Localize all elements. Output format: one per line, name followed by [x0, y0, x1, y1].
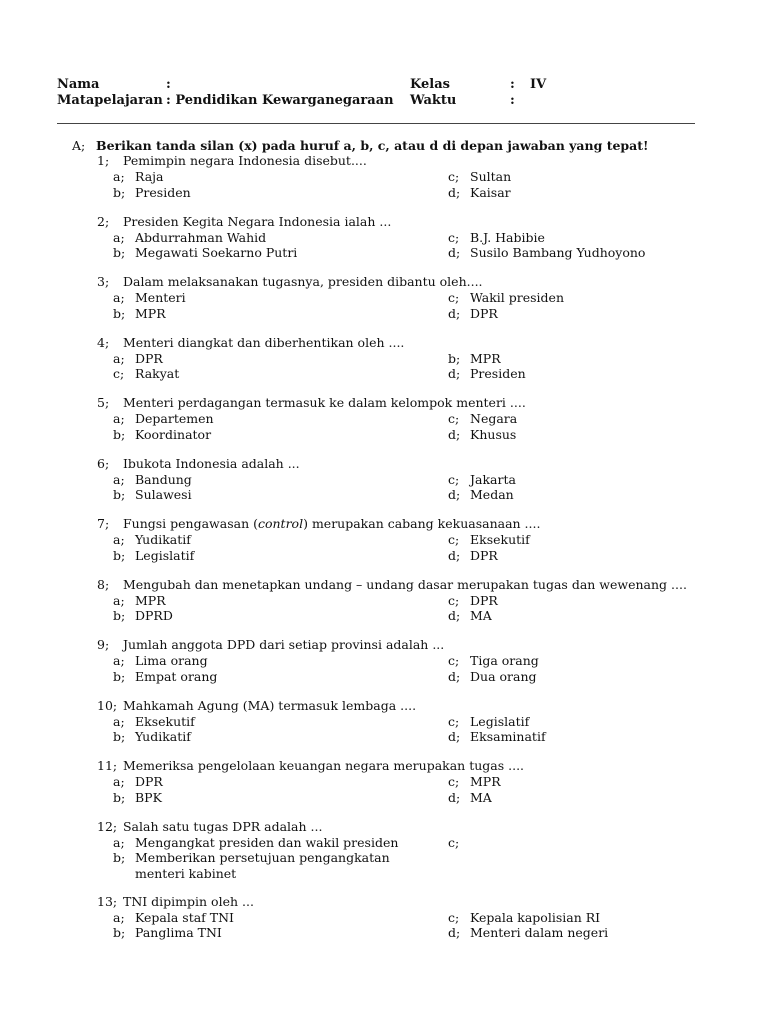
question-text: 3; Dalam melaksanakan tugasnya, presiden dibantu oleh.... — [97, 274, 483, 289]
header-divider — [57, 123, 695, 124]
option-c[interactable]: c; Kepala kapolisian RI — [448, 909, 601, 925]
waktu-label: Waktu — [410, 93, 457, 108]
italic-term: control — [257, 516, 304, 531]
option-c[interactable]: c; Legislatif — [448, 713, 530, 729]
option-d[interactable]: d; DPR — [448, 547, 498, 563]
section-letter: A; — [72, 138, 86, 153]
option-c[interactable]: c; B.J. Habibie — [448, 229, 545, 245]
question-item — [0, 274, 768, 335]
option-b[interactable]: b; MPR — [448, 350, 501, 366]
option-c[interactable]: c; Eksekutif — [448, 532, 530, 547]
question-item — [0, 637, 768, 698]
kelas-colon: : — [510, 77, 515, 92]
option-a[interactable]: a; Mengangkat presiden dan wakil presiden — [113, 834, 399, 850]
option-a[interactable]: a; DPR — [113, 350, 163, 366]
question-text: 4; Menteri diangkat dan diberhentikan oleh .... — [97, 334, 405, 350]
option-b[interactable]: b; Panglima TNI — [113, 925, 222, 940]
option-a[interactable]: a; Raja — [113, 169, 164, 184]
mapel-value: : Pendidikan Kewarganegaraan — [166, 93, 394, 108]
question-text: 9; Jumlah anggota DPD dari setiap provinsi adalah ... — [97, 637, 445, 652]
option-a[interactable]: a; Yudikatif — [113, 532, 191, 547]
question-item — [0, 153, 768, 214]
question-item — [0, 758, 768, 819]
option-a[interactable]: a; DPR — [113, 774, 163, 789]
option-d[interactable]: d; Eksaminatif — [448, 729, 546, 744]
option-c[interactable]: c; DPR — [448, 592, 498, 608]
question-text: 10; Mahkamah Agung (MA) termasuk lembaga .... — [97, 697, 417, 713]
question-text: 8; Mengubah dan menetapkan undang – undang dasar merupakan tugas dan wewenang .... — [97, 576, 687, 592]
option-c[interactable]: c; Sultan — [448, 169, 512, 184]
question-text: 6; Ibukota Indonesia adalah ... — [97, 455, 300, 471]
option-a[interactable]: a; Kepala staf TNI — [113, 909, 234, 925]
question-item — [0, 698, 768, 759]
option-c[interactable]: c; Wakil presiden — [448, 290, 564, 305]
option-b[interactable]: b; Yudikatif — [113, 729, 191, 744]
option-d[interactable]: d; Dua orang — [448, 668, 537, 684]
question-text: 13; TNI dipimpin oleh ... — [97, 893, 254, 909]
option-b[interactable]: b; Presiden — [113, 184, 191, 200]
option-c[interactable]: c; Tiga orang — [448, 653, 539, 668]
option-b[interactable]: b; Megawati Soekarno Putri — [113, 245, 298, 260]
question-text: 12; Salah satu tugas DPR adalah ... — [97, 818, 323, 834]
option-b[interactable]: b; Koordinator — [113, 426, 212, 442]
question-item — [0, 894, 768, 955]
option-d[interactable]: d; Menteri dalam negeri — [448, 925, 609, 940]
option-c[interactable]: c; Negara — [448, 411, 518, 426]
option-a[interactable]: a; Menteri — [113, 290, 186, 305]
kelas-label: Kelas — [410, 77, 450, 92]
option-d[interactable]: d; MA — [448, 789, 492, 805]
option-b[interactable]: b; Memberikan persetujuan pengangkatan menteri kabinet — [113, 850, 390, 881]
option-a[interactable]: a; Bandung — [113, 471, 192, 487]
option-b[interactable]: b; Empat orang — [113, 668, 218, 684]
question-text: 1; Pemimpin negara Indonesia disebut.... — [97, 153, 367, 168]
option-b[interactable]: b; Legislatif — [113, 547, 195, 563]
option-d[interactable]: d; MA — [448, 608, 492, 623]
question-text: 5; Menteri perdagangan termasuk ke dalam kelompok menteri .... — [97, 395, 526, 410]
question-item — [0, 395, 768, 456]
question-item — [0, 214, 768, 275]
kelas-value: IV — [530, 77, 547, 92]
option-b[interactable]: b; DPRD — [113, 608, 173, 623]
option-d[interactable]: d; DPR — [448, 305, 498, 321]
option-d[interactable]: d; Susilo Bambang Yudhoyono — [448, 245, 646, 260]
question-item — [0, 456, 768, 517]
question-item — [0, 577, 768, 638]
option-c[interactable]: c; Rakyat — [113, 366, 180, 381]
option-c[interactable]: c; MPR — [448, 774, 501, 789]
nama-label: Nama — [57, 77, 100, 92]
option-b[interactable]: b; MPR — [113, 305, 166, 321]
question-text: 2; Presiden Kegita Negara Indonesia ialah ... — [97, 213, 392, 229]
option-d[interactable]: d; Medan — [448, 487, 514, 502]
option-a[interactable]: a; Eksekutif — [113, 713, 195, 729]
question-text: 11; Memeriksa pengelolaan keuangan negara merupakan tugas .... — [97, 758, 525, 773]
option-c[interactable]: c; — [448, 834, 460, 850]
question-list — [0, 153, 768, 954]
option-d[interactable]: d; Khusus — [448, 426, 517, 442]
question-text: 7; Fungsi pengawasan (control) merupakan cabang kekuasanaan .... — [97, 516, 541, 531]
option-b[interactable]: b; Sulawesi — [113, 487, 192, 502]
option-d[interactable]: d; Presiden — [448, 366, 526, 381]
section-a — [72, 138, 649, 153]
waktu-colon: : — [510, 93, 515, 108]
nama-colon: : — [166, 77, 171, 92]
section-instruction: Berikan tanda silan (x) pada huruf a, b, c, atau d di depan jawaban yang tepat! — [96, 138, 649, 153]
option-a[interactable]: a; MPR — [113, 592, 166, 608]
option-d[interactable]: d; Kaisar — [448, 184, 511, 200]
option-a[interactable]: a; Departemen — [113, 411, 214, 426]
option-c[interactable]: c; Jakarta — [448, 471, 516, 487]
option-a[interactable]: a; Abdurrahman Wahid — [113, 229, 267, 245]
question-item — [0, 335, 768, 396]
question-item — [0, 819, 768, 894]
option-b[interactable]: b; BPK — [113, 789, 162, 805]
mapel-label: Matapelajaran — [57, 93, 163, 108]
question-item — [0, 516, 768, 577]
option-a[interactable]: a; Lima orang — [113, 653, 208, 668]
